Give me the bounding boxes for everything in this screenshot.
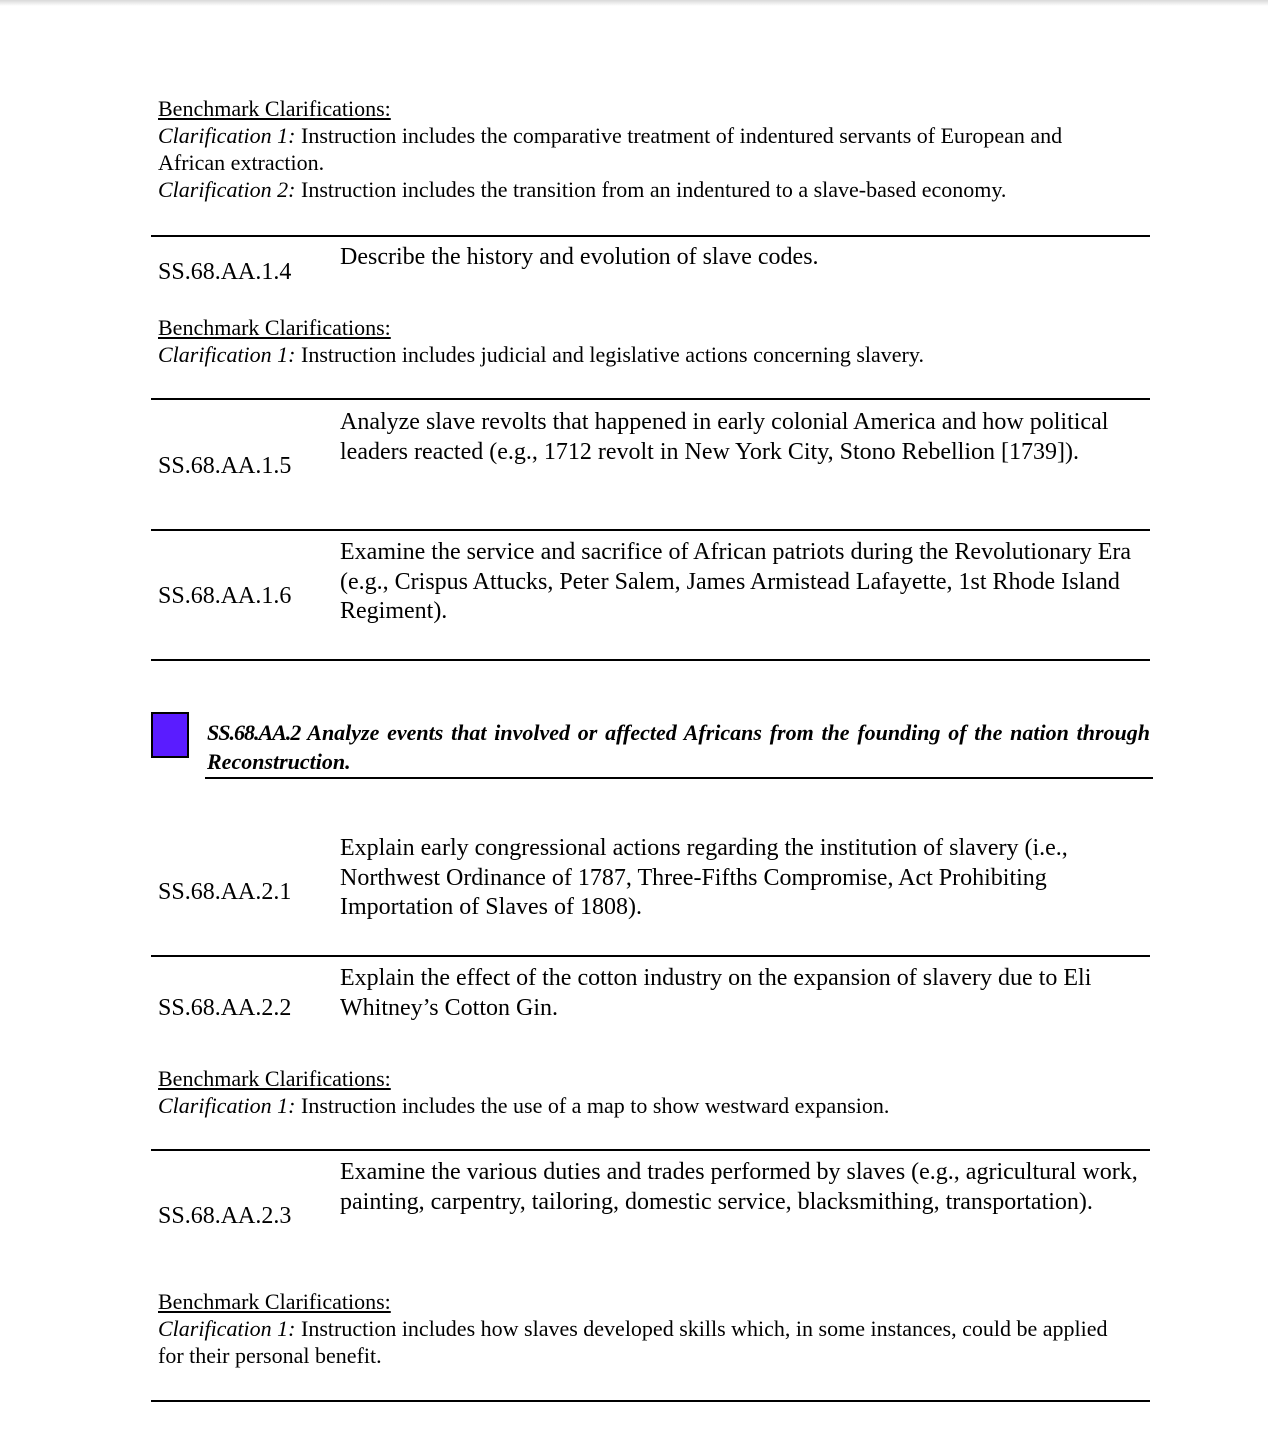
benchmark-code: SS.68.AA.2.3	[158, 1203, 292, 1229]
clarification-text: Instruction includes the use of a map to show westward expansion.	[295, 1093, 890, 1118]
clarification-line	[158, 176, 1148, 203]
clarification-line	[158, 1315, 1108, 1369]
divider	[151, 1149, 1150, 1151]
benchmark-clarifications	[158, 1065, 1148, 1119]
benchmark-description: Examine the service and sacrifice of African patriots during the Revolutionary Era (e.g., Crispus Attucks, Peter Salem, James Armistead Lafayette, 1st Rhode Island Regiment).	[340, 539, 1132, 624]
clarification-text: Instruction includes judicial and legislative actions concerning slavery.	[295, 342, 924, 367]
benchmark-code: SS.68.AA.2.2	[158, 995, 292, 1021]
divider	[151, 529, 1150, 531]
standard-title	[207, 718, 1150, 776]
benchmark-code: SS.68.AA.1.4	[158, 259, 292, 285]
divider	[151, 955, 1150, 957]
clarification-text: Instruction includes the transition from an indentured to a slave-based economy.	[295, 177, 1007, 202]
clarification-line-cont: African extraction.	[158, 150, 325, 175]
clarifications-heading: Benchmark Clarifications:	[158, 1066, 391, 1091]
benchmark-code: SS.68.AA.1.5	[158, 453, 292, 479]
benchmark-description: Explain early congressional actions regarding the institution of slavery (i.e., Northwest Ordinance of 1787, Three-Fifths Compromise, Act Prohibiting Importation of Slaves of 1808).	[340, 835, 1068, 920]
benchmark-code: SS.68.AA.2.1	[158, 879, 292, 905]
benchmark-description: Analyze slave revolts that happened in early colonial America and how political leaders reacted (e.g., 1712 revolt in New York City, Stono Rebellion [1739]).	[340, 409, 1109, 465]
benchmark-clarifications	[158, 95, 1148, 203]
standard-underline	[205, 777, 1153, 779]
standard-marker	[151, 712, 189, 758]
benchmark-clarifications	[158, 1288, 1108, 1369]
divider	[151, 398, 1150, 400]
benchmark-description: Describe the history and evolution of slave codes.	[340, 244, 819, 270]
clarification-label: Clarification 2:	[158, 177, 296, 202]
clarification-label: Clarification 1:	[158, 123, 296, 148]
divider	[151, 1400, 1150, 1402]
divider	[151, 659, 1150, 661]
standard-code: SS.68.AA.2	[207, 720, 301, 745]
clarification-label: Clarification 1:	[158, 1093, 296, 1118]
divider	[151, 235, 1150, 237]
standard-text: Analyze events that involved or affected Africans from the founding of the nation through Reconstruction.	[207, 720, 1150, 774]
clarifications-heading: Benchmark Clarifications:	[158, 315, 391, 340]
clarification-line	[158, 1092, 1148, 1119]
benchmark-code: SS.68.AA.1.6	[158, 583, 292, 609]
clarification-line	[158, 341, 1148, 368]
benchmark-description: Explain the effect of the cotton industry on the expansion of slavery due to Eli Whitney’s Cotton Gin.	[340, 965, 1092, 1021]
clarifications-heading: Benchmark Clarifications:	[158, 1289, 391, 1314]
page-top-shadow	[0, 0, 1268, 6]
clarification-text: Instruction includes the comparative treatment of indentured servants of European and	[295, 123, 1063, 148]
clarifications-heading: Benchmark Clarifications:	[158, 96, 391, 121]
clarification-text: Instruction includes how slaves developed skills which, in some instances, could be applied for their personal benefit.	[158, 1316, 1108, 1368]
clarification-line	[158, 122, 1148, 149]
benchmark-clarifications	[158, 314, 1148, 368]
clarification-label: Clarification 1:	[158, 342, 296, 367]
clarification-label: Clarification 1:	[158, 1316, 296, 1341]
benchmark-description: Examine the various duties and trades performed by slaves (e.g., agricultural work, painting, carpentry, tailoring, domestic service, blacksmithing, transportation).	[340, 1159, 1138, 1215]
